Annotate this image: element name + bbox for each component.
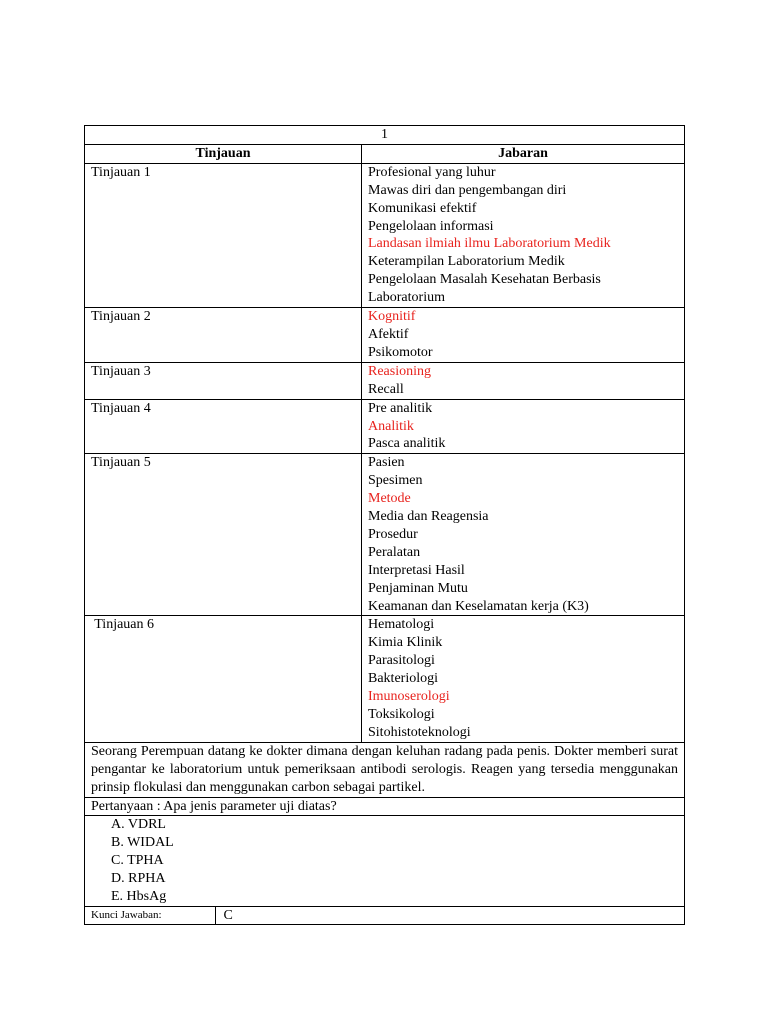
table-number-row [85,126,685,145]
jabaran-item: Toksikologi [368,707,435,722]
jabaran-item: Mawas diri dan pengembangan diri [368,182,567,198]
table-number: 1 [85,126,685,145]
jabaran-item: Spesimen [368,473,423,489]
answer-option: B. WIDAL [111,835,174,851]
tinjauan-row [85,308,685,363]
jabaran-cell [362,362,685,399]
jabaran-item: Pengelolaan Masalah Kesehatan Berbasis Laboratorium [368,272,601,306]
jabaran-item: Pengelolaan informasi [368,218,494,234]
jabaran-item: Profesional yang luhur [368,164,496,180]
answer-key-cell [85,906,685,924]
jabaran-item: Parasitologi [368,653,435,669]
tinjauan-rows [85,163,685,742]
tinjauan-row [85,399,685,454]
tinjauan-label: Tinjauan 5 [85,454,362,616]
table-header-row [85,144,685,163]
tinjauan-row [85,362,685,399]
exam-sheet [84,125,684,925]
jabaran-item-highlighted: Landasan ilmiah ilmu Laboratorium Medik [368,236,611,252]
jabaran-item: Pasien [368,455,405,471]
jabaran-item-highlighted: Analitik [368,418,414,434]
options-row [85,816,685,907]
review-table [84,125,685,925]
jabaran-item: Komunikasi efektif [368,200,477,216]
case-text: Seorang Perempuan datang ke dokter dimana dengan keluhan radang pada penis. Dokter memberi surat pengantar ke laboratorium untuk pemeriksaan antibodi serologis. Reagen yang tersedia menggunakan prinsip flokulasi dan menggunakan carbon sebagai partikel. [85,742,685,797]
answer-options [85,816,685,907]
answer-option: D. RPHA [111,871,166,887]
case-row [85,742,685,797]
tinjauan-label: Tinjauan 3 [85,362,362,399]
tinjauan-label: Tinjauan 4 [85,399,362,454]
answer-key-row [85,906,685,924]
jabaran-item: Afektif [368,326,409,342]
jabaran-item: Media dan Reagensia [368,509,489,525]
jabaran-item: Hematologi [368,617,435,633]
jabaran-item: Sitohistoteknologi [368,724,471,740]
question-row [85,797,685,816]
jabaran-item-highlighted: Kognitif [368,309,416,325]
answer-key-value: C [223,907,233,923]
answer-option: E. HbsAg [111,889,167,905]
header-jabaran: Jabaran [362,144,685,163]
tinjauan-row [85,616,685,742]
answer-option: C. TPHA [111,853,164,869]
jabaran-item: Kimia Klinik [368,635,443,651]
jabaran-item: Recall [368,381,404,397]
answer-option: A. VDRL [111,817,166,833]
jabaran-item-highlighted: Imunoserologi [368,689,450,705]
tinjauan-row [85,454,685,616]
jabaran-item: Keterampilan Laboratorium Medik [368,254,565,270]
jabaran-item: Pasca analitik [368,436,446,452]
jabaran-item: Prosedur [368,526,418,542]
answer-key-label: Kunci Jawaban: [85,907,215,924]
jabaran-cell [362,399,685,454]
jabaran-item: Pre analitik [368,400,433,416]
jabaran-item: Peralatan [368,544,421,560]
jabaran-item: Interpretasi Hasil [368,562,465,578]
jabaran-item: Bakteriologi [368,671,438,687]
jabaran-cell [362,454,685,616]
jabaran-item: Psikomotor [368,344,433,360]
tinjauan-label: Tinjauan 2 [85,308,362,363]
jabaran-item-highlighted: Metode [368,491,411,507]
jabaran-cell [362,616,685,742]
header-tinjauan: Tinjauan [85,144,362,163]
tinjauan-label: Tinjauan 1 [85,163,362,307]
tinjauan-row [85,163,685,307]
jabaran-item: Penjaminan Mutu [368,580,468,596]
tinjauan-label: Tinjauan 6 [85,616,362,742]
jabaran-cell [362,308,685,363]
jabaran-item-highlighted: Reasioning [368,363,431,379]
jabaran-item: Keamanan dan Keselamatan kerja (K3) [368,598,589,614]
question-text: Pertanyaan : Apa jenis parameter uji diatas? [85,797,685,816]
jabaran-cell [362,163,685,307]
